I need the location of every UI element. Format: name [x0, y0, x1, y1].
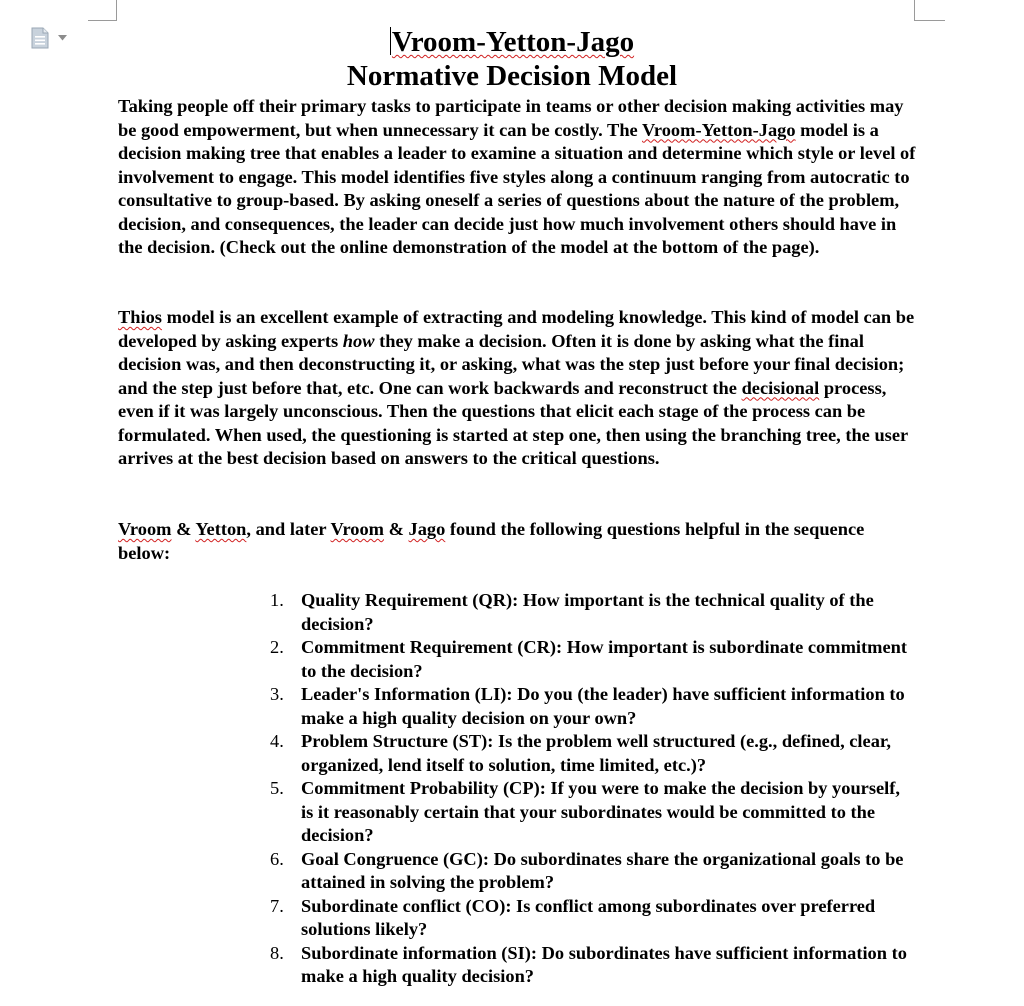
misspelled-word-decisional: decisional [741, 377, 820, 398]
title-line-2: Normative Decision Model [346, 60, 678, 92]
text-cursor [390, 27, 391, 55]
question-text: Subordinate conflict (CO): Is conflict among subordinates over preferred solutions likely? [301, 895, 876, 939]
question-item [270, 895, 910, 942]
author-jago: Jago [408, 519, 446, 539]
misspelled-word-thios: Thios [118, 307, 162, 327]
title-text-1: Vroom-Yetton-Jago [391, 26, 635, 58]
page-corner-mark-left [88, 0, 117, 21]
question-text: Leader's Information (LI): Do you (the leader) have sufficient information to make a high quality decision on your own? [301, 684, 905, 728]
question-number: 8. [270, 942, 284, 963]
sequence-text-3: & [384, 519, 409, 539]
question-text: Quality Requirement (QR): How important is the technical quality of the decision? [301, 590, 874, 634]
title-line-1 [0, 25, 1024, 59]
document-title [0, 25, 1024, 93]
question-item [270, 636, 910, 683]
intro-text-1: Taking people off their primary tasks to participate in teams or other decision making activities may be good empowerment, but when unnecessary it can be costly. The [118, 96, 904, 140]
knowledge-text-2: they make a decision. Often it is done by asking what the final decision was, and then deconstructing it, or asking, what was the step just before your final decision; and the step just before that, etc. One can work backwards and reconstruct the [118, 330, 905, 398]
sequence-paragraph [118, 518, 918, 565]
question-item [270, 777, 910, 848]
question-text: Problem Structure (ST): Is the problem well structured (e.g., defined, clear, organized, lend itself to solution, time limited, etc.)? [301, 731, 891, 775]
question-text: Goal Congruence (GC): Do subordinates share the organizational goals to be attained in solving the problem? [301, 848, 904, 892]
knowledge-text-1: model is an excellent example of extracting and modeling knowledge. This kind of model can be developed by asking experts [118, 307, 915, 351]
question-item [270, 942, 910, 989]
knowledge-paragraph [118, 306, 918, 471]
question-number: 7. [270, 895, 284, 916]
sequence-text-1: & [171, 519, 196, 539]
question-item [270, 730, 910, 777]
knowledge-text-3: process, even if it was largely unconscious. Then the questions that elicit each stage of the process can be formulated. When used, the questioning is started at step one, then using the branching tree, the user arrives at the best decision based on answers to the critical questions. [118, 377, 908, 468]
page-corner-mark-right [914, 0, 945, 21]
question-number: 2. [270, 637, 284, 657]
question-text: Commitment Probability (CP): If you were to make the decision by yourself, is it reasonably certain that your subordinates would be committed to the decision? [301, 778, 900, 845]
question-number: 5. [270, 778, 284, 798]
questions-list [270, 589, 910, 989]
question-item [270, 589, 910, 636]
question-number: 4. [270, 731, 284, 751]
question-number: 1. [270, 590, 284, 610]
question-number: 6. [270, 848, 284, 869]
model-name-misspelled: Vroom-Yetton-Jago [641, 119, 796, 140]
author-vroom: Vroom [118, 519, 172, 539]
question-number: 3. [270, 684, 284, 704]
question-text: Subordinate information (SI): Do subordinates have sufficient information to make a high quality decision? [301, 942, 907, 986]
intro-paragraph [118, 95, 918, 260]
emphasis-how: how [342, 330, 375, 351]
intro-text-2: model is a decision making tree that enables a leader to examine a situation and determine which style or level of involvement to engage. This model identifies five styles along a continuum ranging from autocratic to consultative to group-based. By asking oneself a series of questions about the nature of the problem, decision, and consequences, the leader can decide just how much involvement others should have in the decision. (Check out the online demonstration of the model at the bottom of the page). [118, 119, 916, 257]
sequence-text-2: , and later [246, 519, 331, 539]
sequence-text-4: found the following questions helpful in the sequence below: [118, 519, 865, 563]
question-text: Commitment Requirement (CR): How important is subordinate commitment to the decision? [301, 637, 907, 681]
author-yetton: Yetton [195, 519, 247, 539]
author-vroom-2: Vroom [330, 519, 384, 539]
question-item [270, 683, 910, 730]
question-item [270, 848, 910, 895]
